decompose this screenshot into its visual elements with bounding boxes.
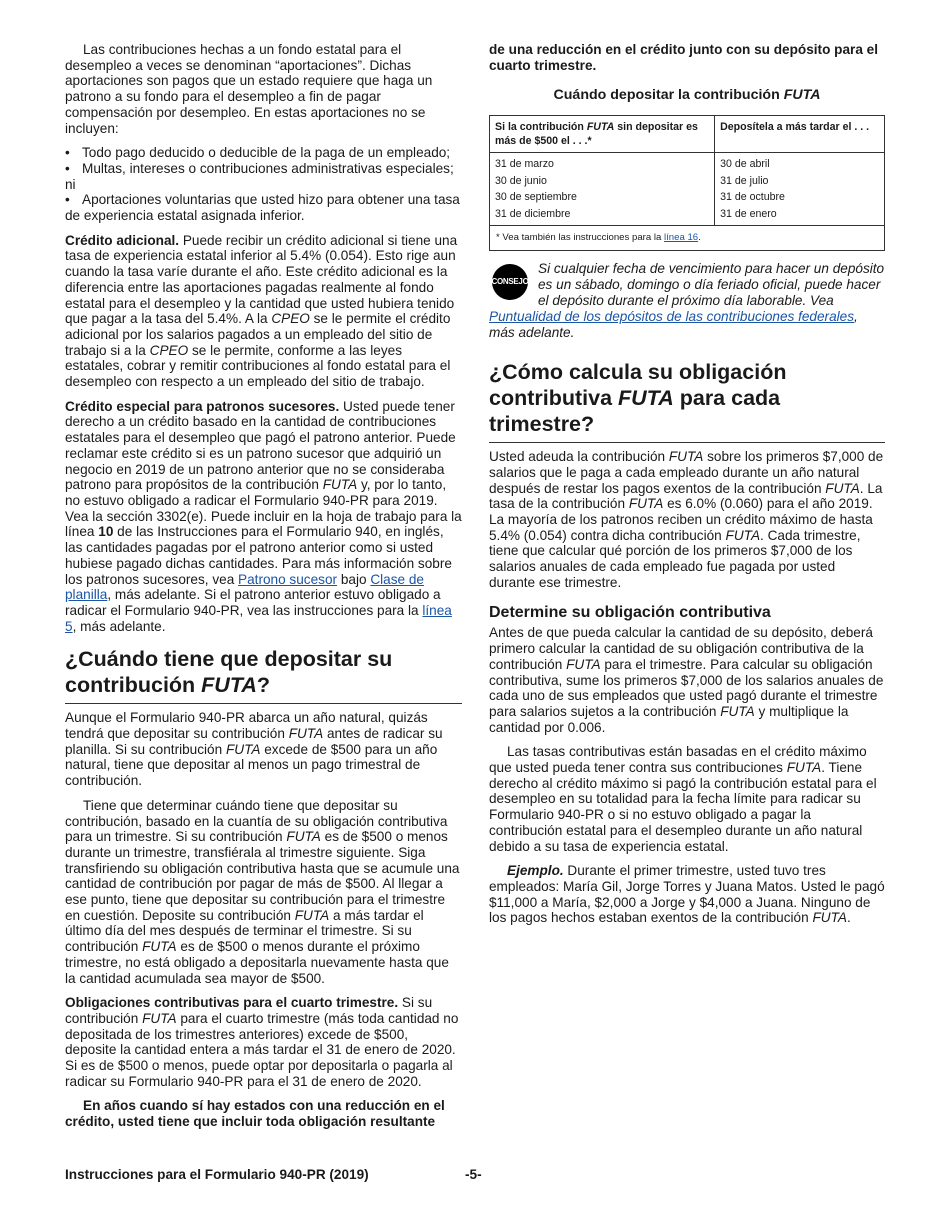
reduccion-credito-paragraph: En años cuando sí hay estados con una reducción en el crédito, usted tiene que incluir toda obligación resultante xyxy=(65,1098,445,1130)
exclusion-list xyxy=(65,145,462,224)
cuarto-trimestre-heading: Obligaciones contributivas para el cuarto trimestre. xyxy=(65,995,399,1011)
subheading-determine: Determine su obligación contributiva xyxy=(489,604,771,622)
deposit-schedule-table xyxy=(489,115,885,226)
credito-adicional-paragraph: Crédito adicional. Puede recibir un crédito adicional si tiene una tasa de experiencia estatal inferior al 5.4% (0.054). Esto rige aun cuando la tasa varíe durante el año. Este crédito adicional es la diferencia entre las aportaciones pagadas realmente al fondo estatal para el desempleo y la cantidad que usted hubiera tenido que pagar a la tasa del 5.4%. A la CPEO se le permite el crédito adicional por los salarios pagados a un empleado del sitio de trabajo si a la CPEO se le permite, conforme a las leyes estatales, cobrar y remitir contribuciones al fondo estatal para el desempleo con respecto a un empleado del sitio de trabajo. xyxy=(65,232,458,390)
credito-adicional-heading: Crédito adicional. xyxy=(65,232,180,248)
tip-box: CONSEJO Si cualquier fecha de vencimiento para hacer un depósito es un sábado, domingo o día feriado oficial, puede hacer el depósito durante el próximo día laborable. Vea Puntualidad de los depósitos de las contribuciones federales, más adelante. xyxy=(489,261,885,341)
credito-especial-heading: Crédito especial para patronos sucesores. xyxy=(65,398,340,414)
linea-16-link[interactable]: línea 16 xyxy=(663,232,699,244)
consejo-icon: CONSEJO xyxy=(489,264,531,302)
column-header-liability: Si la contribución FUTA sin depositar es más de $500 el . . .* xyxy=(490,116,715,153)
linea-5-link[interactable]: línea 5 xyxy=(65,602,452,634)
right-column xyxy=(489,42,885,935)
clase-de-planilla-link[interactable]: Clase de planilla xyxy=(65,571,424,603)
left-column xyxy=(65,42,462,1139)
section-heading-calcula: ¿Cómo calcula su obligación contributiva FUTA para cada trimestre? xyxy=(489,359,885,443)
section-heading-depositar: ¿Cuándo tiene que depositar su contribución FUTA? xyxy=(65,646,462,704)
list-item: • Multas, intereses o contribuciones administrativas especiales; ni xyxy=(65,160,454,192)
footer-title: Instrucciones para el Formulario 940-PR (2019) xyxy=(65,1167,369,1182)
list-item: • Todo pago deducido o deducible de la paga de un empleado; xyxy=(65,145,451,161)
bullet-icon: • xyxy=(65,160,70,176)
cuarto-trimestre-paragraph: Obligaciones contributivas para el cuarto trimestre. Si su contribución FUTA para el cuarto trimestre (más toda cantidad no depositada de los trimestres anteriores) excede de $500, deposite la cantidad entera a más tardar el 31 de enero de 2020. Si es de $500 o menos, puede optar por depositarla o pagarla al radicar su Formulario 940-PR para el 31 de enero de 2020. xyxy=(65,995,459,1089)
column-header-deposit-by: Deposítela a más tardar el . . . xyxy=(715,116,885,153)
intro-paragraph: Las contribuciones hechas a un fondo estatal para el desempleo a veces se denominan “aportaciones”. Dichas aportaciones son pagos que un estado requiere que haga un patrono a su fondo para el desempleo a fin de pagar compensación por desempleo. En estas aportaciones no se incluyen: xyxy=(65,42,433,136)
ejemplo-heading: Ejemplo. xyxy=(507,863,564,879)
bullet-icon: • xyxy=(65,192,70,208)
tiene-paragraph: Tiene que determinar cuándo tiene que depositar su contribución, basado en la cuantía de su obligación contributiva para un trimestre. Si su contribución FUTA es de $500 o menos durante un trimestre, transfiérala al trimestre siguiente. Siga transfiriendo su obligación contributiva hasta que se acumule una cantidad de contribución por pagar de más de $500. Al llegar a ese punto, tiene que depositar su contribución para el trimestre en cuestión. Deposite su contribución FUTA a más tardar el último día del mes después de terminar el trimestre. Si su contribución FUTA es de $500 o menos durante el próximo trimestre, no está obligado a depositarla nuevamente hasta que la cantidad acumulada sea mayor de $500. xyxy=(65,797,460,986)
table-title: Cuándo depositar la contribución FUTA xyxy=(553,87,821,104)
table-footnote: * Vea también las instrucciones para la línea 16. xyxy=(489,226,885,251)
puntualidad-depositos-link[interactable]: Puntualidad de los depósitos de las contribuciones federales xyxy=(489,309,855,325)
tasas-paragraph: Las tasas contributivas están basadas en el crédito máximo que usted pueda tener contra sus contribuciones FUTA. Tiene derecho al crédito máximo si pagó la contribución estatal para el desempleo en su totalidad para la fecha límite para radicar su Formulario 940-PR o si no estuvo obligado a pagar la contribución estatal para el desempleo durante un año natural debido a su tasa de experiencia estatal. xyxy=(489,744,877,854)
aunque-paragraph: Aunque el Formulario 940-PR abarca un año natural, quizás tendrá que depositar su contribución FUTA antes de radicar su planilla. Si su contribución FUTA excede de $500 para un año natural, tiene que depositar al menos un pago trimestral de contribución. xyxy=(65,710,443,789)
ejemplo-paragraph: Ejemplo. Durante el primer trimestre, usted tuvo tres empleados: María Gil, Jorge Torres y Juana Matos. Usted le pagó $11,000 a María, $2,000 a Jorge y $4,000 a Juana. Ninguno de los pagos hechos estaban exentos de la contribución FUTA. xyxy=(489,863,885,926)
table-header-row xyxy=(490,116,885,153)
quarter-end-dates: 31 de marzo 30 de junio 30 de septiembre 31 de diciembre xyxy=(490,153,715,226)
reduccion-credito-continuation: de una reducción en el crédito junto con su depósito para el cuarto trimestre. xyxy=(489,42,878,73)
adeuda-paragraph: Usted adeuda la contribución FUTA sobre los primeros $7,000 de salarios que le paga a cada empleado durante un año natural después de restar los pagos exentos de la contribución FUTA. La tasa de la contribución FUTA es 6.0% (0.060) para el año 2019. La mayoría de los patronos reciben un crédito máximo de hasta 5.4% (0.054) contra dicha contribución FUTA. Cada trimestre, tiene que calcular qué porción de los primeros $7,000 de los salarios anuales de cada empleado fue pagada por usted durante ese trimestre. xyxy=(489,449,884,590)
page-number: -5- xyxy=(465,1167,482,1182)
patrono-sucesor-link[interactable]: Patrono sucesor xyxy=(238,571,338,587)
bullet-icon: • xyxy=(65,145,70,161)
credito-especial-paragraph: Crédito especial para patronos sucesores. Usted puede tener derecho a un crédito basado en la cantidad de contribuciones estatales para el desempleo que pagó el patrono anterior. Puede reclamar este crédito si es un patrono sucesor que adquirió un negocio en 2019 de un patrono anterior que no se consideraba patrono para propósitos de la contribución FUTA y, por lo tanto, no estuvo obligado a radicar el Formulario 940-PR para 2019. Vea la sección 3302(e). Puede incluir en la hoja de trabajo para la línea 10 de las Instrucciones para el Formulario 940, en inglés, las cantidades pagadas por el patrono anterior como si usted hubiese pagado dichas cantidades. Para más información sobre los patronos sucesores, vea Patrono sucesor bajo Clase de planilla, más adelante. Si el patrono anterior estuvo obligado a radicar el Formulario 940-PR, vea las instrucciones para la línea 5, más adelante. xyxy=(65,398,462,634)
antes-paragraph: Antes de que pueda calcular la cantidad de su depósito, deberá primero calcular la cantidad de su obligación contributiva de la contribución FUTA para el trimestre. Para calcular su obligación contributiva, sume los primeros $7,000 de los salarios anuales de cada uno de sus empleados que usted pagó durante el trimestre para salarios sujetos a la contribución FUTA y multiplique la cantidad por 0.006. xyxy=(489,625,884,735)
list-item: • Aportaciones voluntarias que usted hizo para obtener una tasa de experiencia estatal asignada inferior. xyxy=(65,192,460,224)
page-footer xyxy=(65,1167,885,1182)
deposit-due-dates: 30 de abril 31 de julio 31 de octubre 31 de enero xyxy=(715,153,885,226)
table-row xyxy=(490,153,885,226)
